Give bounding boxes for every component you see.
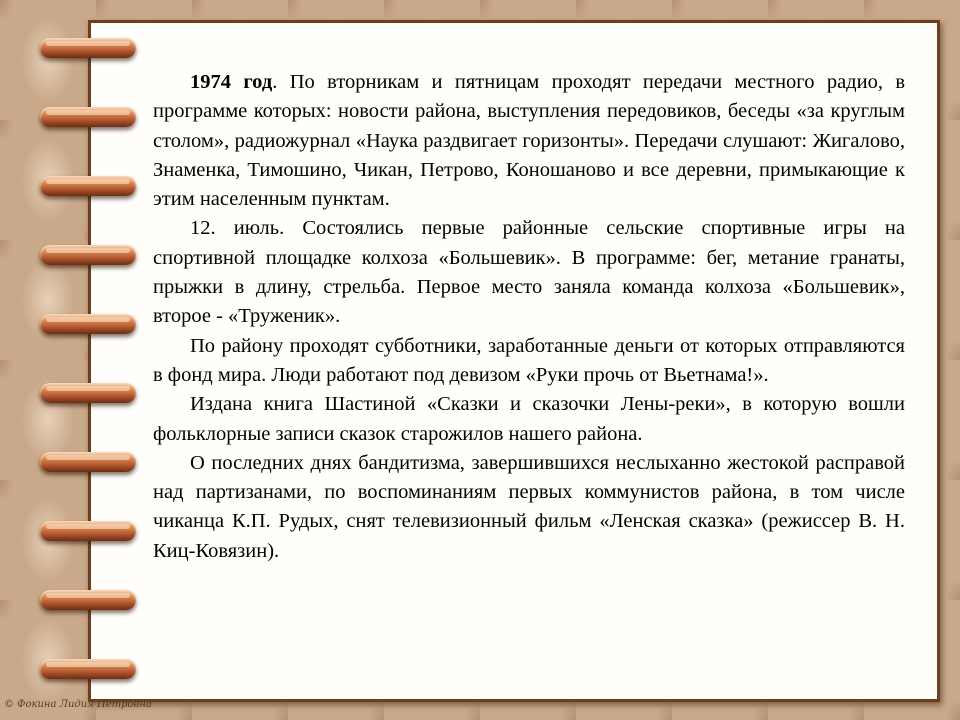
binder-ring — [40, 38, 136, 58]
binder-ring — [40, 590, 136, 610]
main-text — [153, 68, 905, 566]
binder-ring — [40, 383, 136, 403]
binder-ring — [40, 176, 136, 196]
binder-ring — [40, 107, 136, 127]
paragraph-film: О последних днях бандитизма, завершившихся неслыханно жестокой расправой над партизанами, по воспоминаниям первых коммунистов района, в том числе чиканца К.П. Рудых, снят телевизионный фильм «Ленская сказка» (режиссер В. Н. Киц-Ковязин). — [153, 451, 905, 562]
paragraph-1974 — [153, 68, 905, 214]
binder-ring — [40, 452, 136, 472]
binder-ring — [40, 521, 136, 541]
year-heading: 1974 год — [190, 71, 273, 93]
paragraph-book: Издана книга Шастиной «Сказки и сказочки Лены-реки», в которую вошли фольклорные записи сказок старожилов нашего района. — [153, 393, 905, 445]
paragraph-text: . По вторникам и пятницам проходят передачи местного радио, в программе которых: новости района, выступления передовиков, беседы «за круглым столом», радиожурнал «Наука раздвигает горизонты». Передачи слушают: Жигалово, Знаменка, Тимошино, Чикан, Петрово, Коношаново и все деревни, примыкающие к этим населенным пунктам. — [153, 71, 906, 211]
binder-ring — [40, 314, 136, 334]
binder-ring — [40, 245, 136, 265]
paragraph-subbotniks: По району проходят субботники, заработанные деньги от которых отправляются в фонд мира. Люди работают под девизом «Руки прочь от Вьетнама!». — [153, 334, 905, 386]
copyright-signature: © Фокина Лидия Петровна — [4, 699, 152, 710]
paragraph-sports-games: 12. июль. Состоялись первые районные сельские спортивные игры на спортивной площадке колхоза «Большевик». В программе: бег, метание гранаты, прыжки в длину, стрельба. Первое место заняла команда колхоза «Большевик», второе - «Труженик». — [153, 217, 905, 328]
binder-ring — [40, 659, 136, 679]
